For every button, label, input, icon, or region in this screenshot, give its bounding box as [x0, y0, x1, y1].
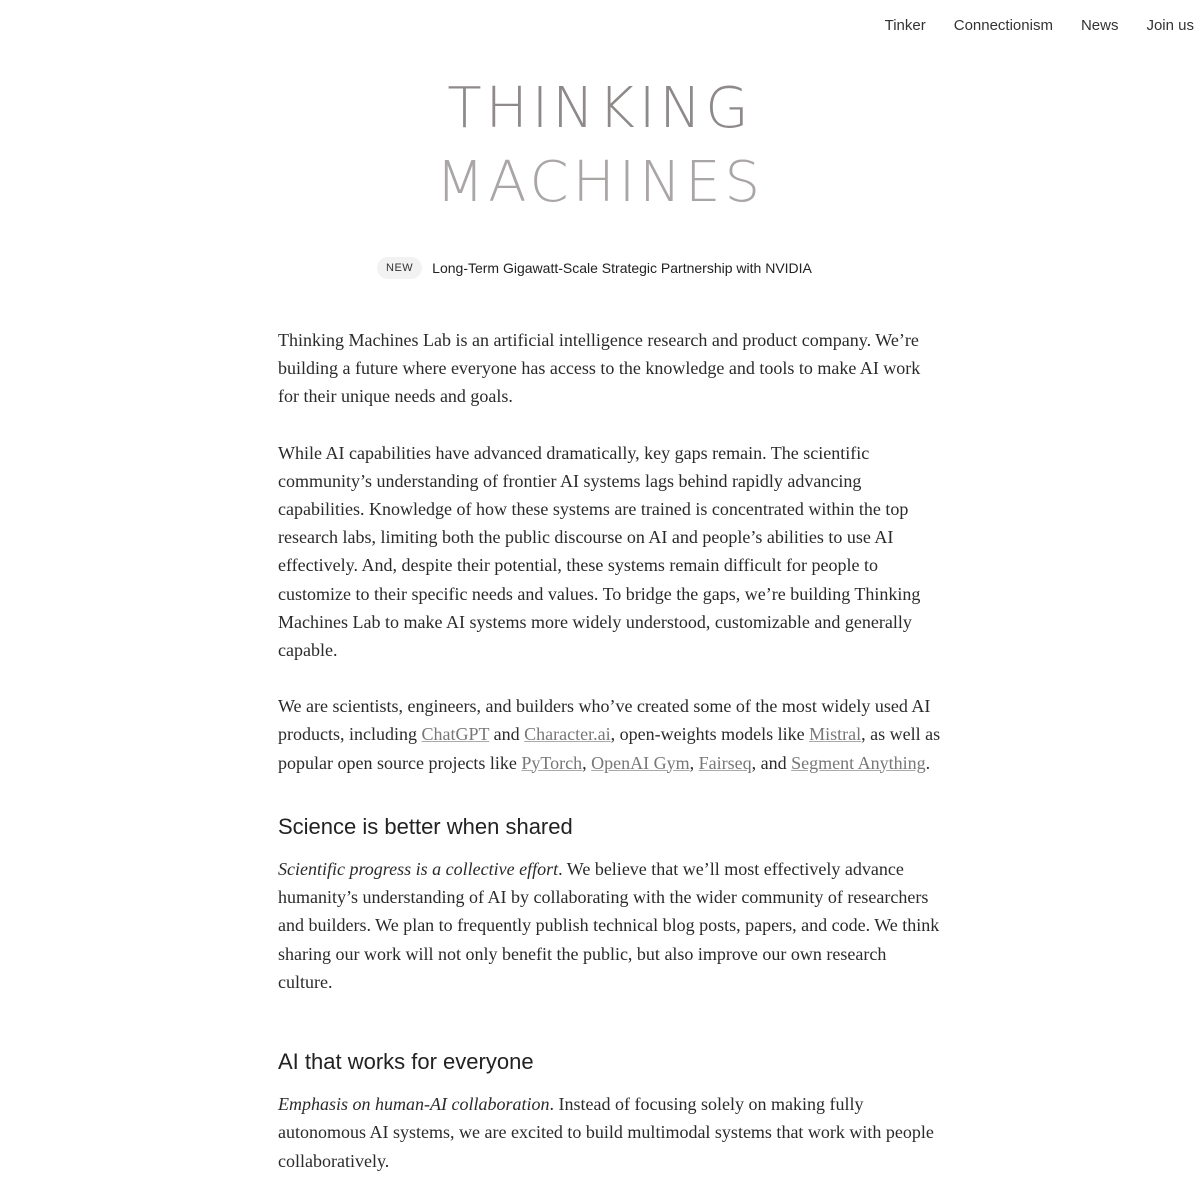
section-paragraph-ai-for-everyone [278, 1090, 942, 1175]
text: . [925, 752, 931, 773]
text: , as well as popular open source projects like [278, 724, 941, 773]
link-openai-gym[interactable]: OpenAI Gym [591, 752, 690, 773]
emphasis: Scientific progress is a collective effort [278, 859, 559, 880]
intro-paragraph-1: Thinking Machines Lab is an artificial intelligence research and product company. We’re building a future where everyone has access to the knowledge and tools to make AI work for their unique needs and goals. [278, 330, 921, 407]
text: . We believe that we’ll most effectively advance humanity’s understanding of AI by collaborating with the wider community of researchers and builders. We plan to frequently publish technical blog posts, papers, and code. We think sharing our work will not only benefit the public, but also improve our own research culture. [278, 859, 940, 992]
nav-join-us[interactable]: Join us [1146, 17, 1194, 34]
nav-tinker[interactable]: Tinker [884, 17, 926, 34]
link-fairseq[interactable]: Fairseq [698, 752, 752, 773]
text: , open-weights models like [610, 724, 810, 745]
announcement-link[interactable] [377, 257, 812, 279]
logo-line-1: THINKING [447, 76, 753, 141]
section-heading-science: Science is better when shared [278, 813, 573, 839]
section-heading-ai-for-everyone: AI that works for everyone [278, 1049, 534, 1075]
text: , [689, 752, 699, 773]
intro-paragraph-3 [278, 692, 942, 777]
section-paragraph-science [278, 855, 942, 996]
text: . Instead of focusing solely on making fully autonomous AI systems, we are excited to build multimodal systems that work with people collaboratively. [278, 1094, 934, 1171]
text: and [489, 724, 525, 745]
link-chatgpt[interactable]: ChatGPT [421, 724, 490, 745]
link-segment-anything[interactable]: Segment Anything [791, 752, 926, 773]
link-character-ai[interactable]: Character.ai [524, 724, 611, 745]
text: , and [751, 752, 792, 773]
text: We are scientists, engineers, and builders who’ve created some of the most widely used AI products, including [278, 696, 931, 745]
logo-line-2: MACHINES [435, 150, 765, 215]
text: , [582, 752, 592, 773]
top-nav [885, 17, 1194, 34]
main-content [278, 326, 942, 1203]
nav-news[interactable]: News [1080, 17, 1119, 34]
emphasis: Emphasis on human-AI collaboration [278, 1094, 550, 1115]
intro-paragraph-2: While AI capabilities have advanced dramatically, key gaps remain. The scientific community’s understanding of frontier AI systems lags behind rapidly advancing capabilities. Knowledge of how these systems are trained is concentrated within the top research labs, limiting both the public discourse on AI and people’s abilities to use AI effectively. And, despite their potential, these systems remain difficult for people to customize to their specific needs and values. To bridge the gaps, we’re building Thinking Machines Lab to make AI systems more widely understood, customizable and generally capable. [278, 442, 921, 661]
new-badge: NEW [377, 257, 422, 279]
logo[interactable] [0, 72, 1200, 220]
link-pytorch[interactable]: PyTorch [521, 752, 583, 773]
nav-connectionism[interactable]: Connectionism [953, 17, 1053, 34]
announcement-text: Long-Term Gigawatt-Scale Strategic Partnership with NVIDIA [432, 260, 812, 276]
link-mistral[interactable]: Mistral [809, 724, 862, 745]
